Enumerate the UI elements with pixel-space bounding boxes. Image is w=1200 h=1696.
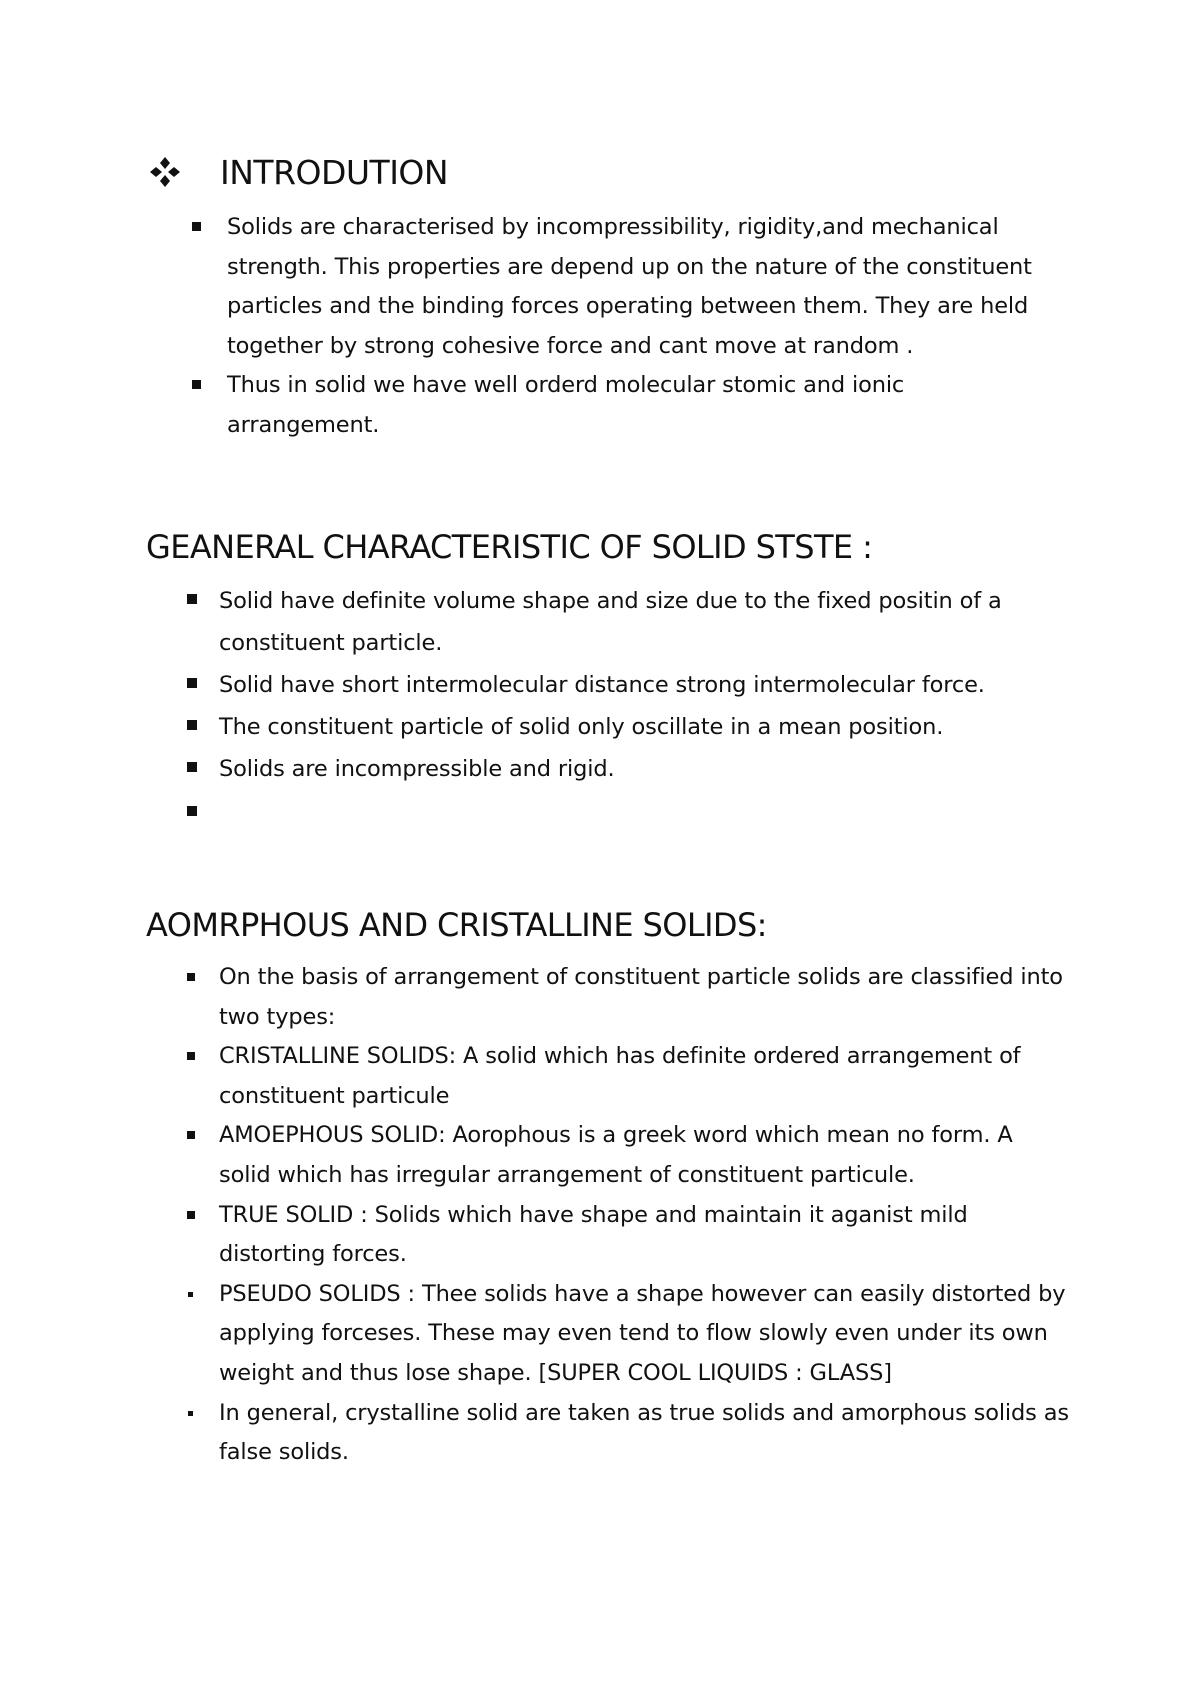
list-item-text: Solid have short intermolecular distance strong intermolecular force.: [219, 672, 985, 698]
list-item: [219, 580, 1079, 664]
list-item-text: Solids are characterised by incompressibility, rigidity,and mechanical strength. This properties are depend up on the nature of the constituent particles and the binding forces operating between them. They are held together by strong cohesive force and cant move at random .: [227, 214, 1032, 359]
list-item: [219, 1394, 1069, 1473]
list-item: [219, 1196, 1069, 1275]
list-item-text: Solids are incompressible and rigid.: [219, 756, 615, 782]
square-bullet-icon: [192, 380, 201, 389]
list-item-text: Solid have definite volume shape and size due to the fixed positin of a constituent particle.: [219, 588, 1002, 656]
list-item: [219, 958, 1069, 1037]
square-bullet-icon: [187, 806, 197, 816]
general-characteristics-list: [219, 580, 1079, 834]
list-item: [219, 1116, 1069, 1195]
square-bullet-icon: [187, 1052, 195, 1060]
small-square-bullet-icon: [188, 1411, 193, 1416]
square-bullet-icon: [187, 973, 195, 981]
list-item-text: PSEUDO SOLIDS : Thee solids have a shape however can easily distorted by applying forceses. These may even tend to flow slowly even under its own weight and thus lose shape. [SUPER COOL LIQUIDS : GLASS]: [219, 1280, 1066, 1386]
square-bullet-icon: [187, 762, 197, 772]
section-amorphous-crystalline-heading: AOMRPHOUS AND CRISTALLINE SOLIDS:: [146, 906, 767, 944]
square-bullet-icon: [187, 678, 197, 688]
section-introduction-heading: [148, 148, 448, 196]
list-item-empty: [219, 792, 1079, 834]
list-item: [219, 748, 1079, 790]
square-bullet-icon: [187, 594, 197, 604]
list-item: [219, 1275, 1069, 1394]
list-item-text: Thus in solid we have well orderd molecular stomic and ionic arrangement.: [227, 372, 905, 438]
list-item: [219, 664, 1079, 706]
list-item-text: AMOEPHOUS SOLID: Aorophous is a greek word which mean no form. A solid which has irregular arrangement of constituent particule.: [219, 1122, 1013, 1188]
list-item-text: The constituent particle of solid only oscillate in a mean position.: [219, 714, 944, 740]
amorphous-crystalline-list: [219, 958, 1069, 1473]
square-bullet-icon: [187, 720, 197, 730]
small-square-bullet-icon: [188, 1292, 193, 1297]
square-bullet-icon: [192, 222, 201, 231]
square-bullet-icon: [187, 1131, 195, 1139]
list-item-text: In general, crystalline solid are taken as true solids and amorphous solids as false solids.: [219, 1399, 1069, 1466]
four-diamond-bullet-icon: [148, 155, 182, 189]
list-item: [227, 208, 1047, 366]
list-item: [227, 366, 1047, 445]
list-item-text: TRUE SOLID : Solids which have shape and maintain it aganist mild distorting forces.: [219, 1201, 968, 1268]
section-general-characteristics-heading: GEANERAL CHARACTERISTIC OF SOLID STSTE :: [146, 528, 873, 566]
list-item: [219, 706, 1079, 748]
heading-text: INTRODUTION: [220, 152, 449, 192]
square-bullet-icon: [187, 1211, 195, 1219]
list-item-text: CRISTALLINE SOLIDS: A solid which has definite ordered arrangement of constituent particule: [219, 1043, 1021, 1109]
list-item-text: On the basis of arrangement of constituent particle solids are classified into two types:: [219, 964, 1063, 1030]
introduction-list: [227, 208, 1047, 446]
list-item: [219, 1037, 1069, 1116]
